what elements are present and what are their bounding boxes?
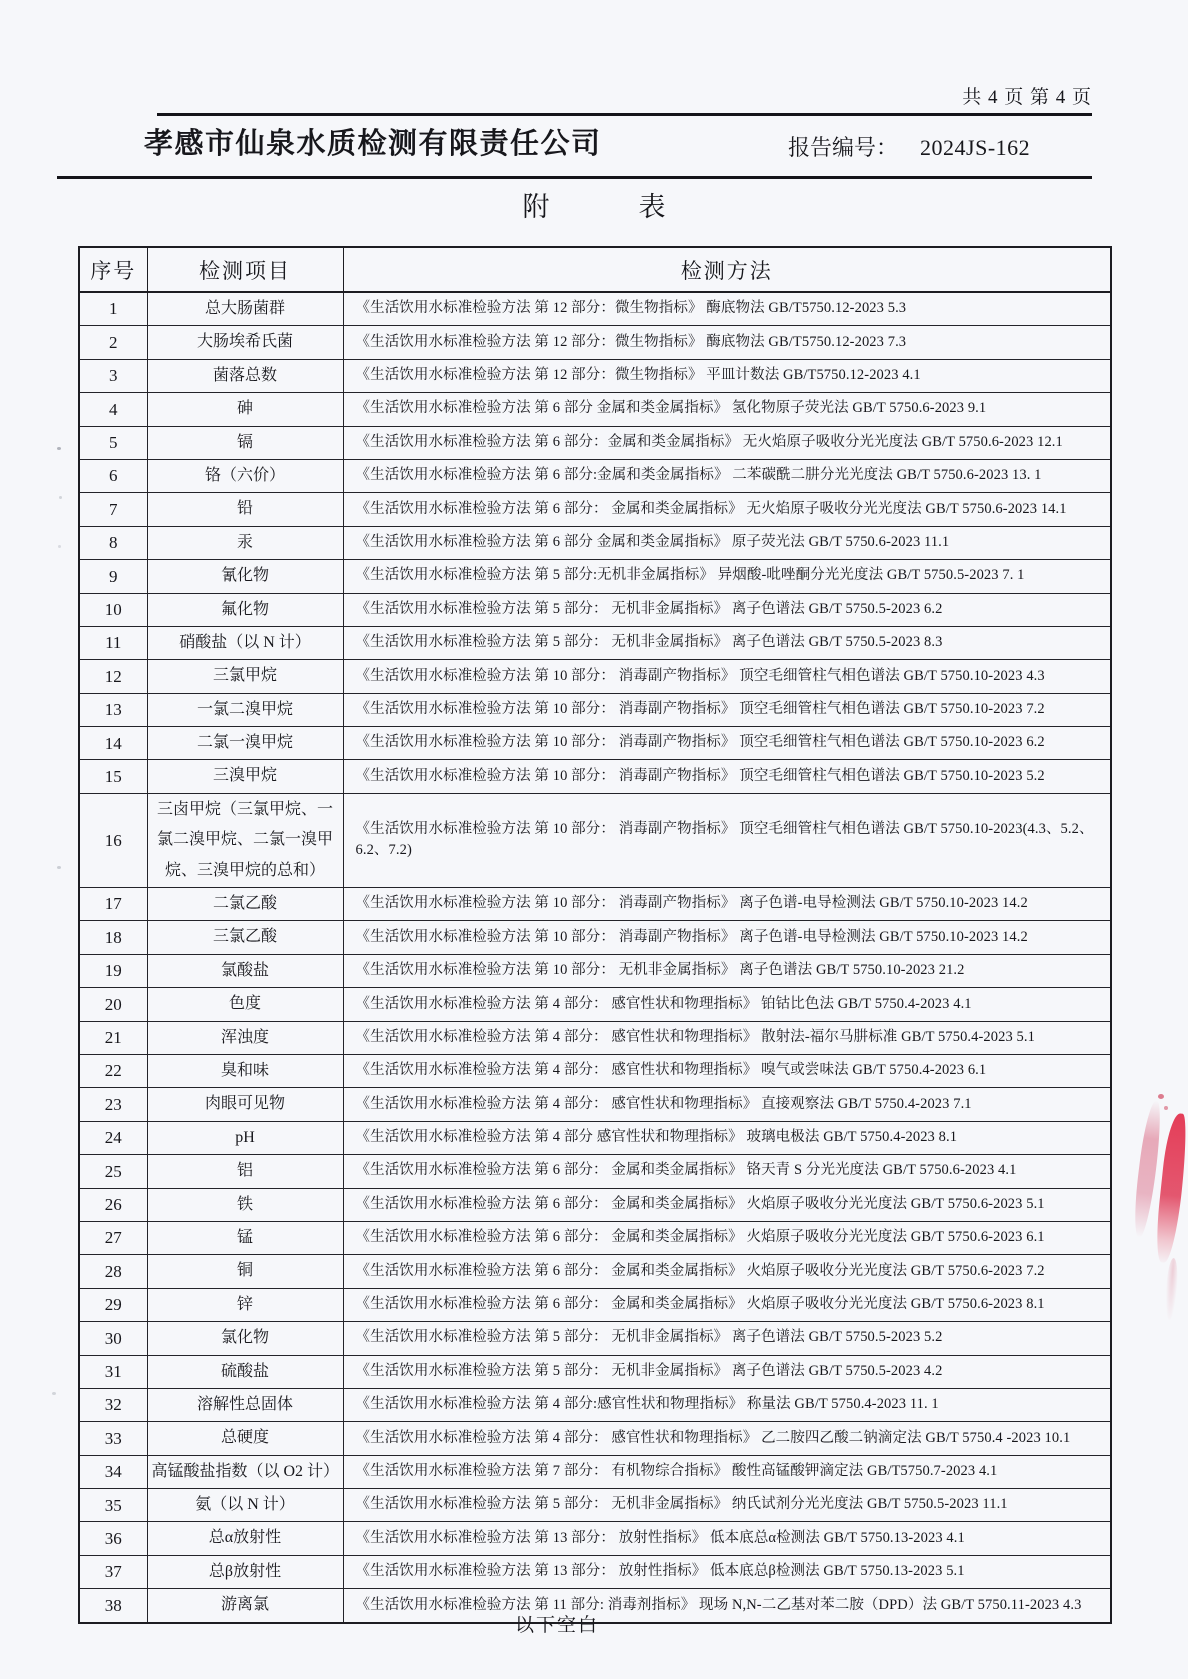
row-method-cell: 《生活饮用水标准检验方法 第 6 部分： 金属和类金属指标》 无火焰原子吸收分光光度法 GB/T 5750.6-2023 14.1 — [343, 493, 1111, 526]
row-method-cell: 《生活饮用水标准检验方法 第 12 部分：微生物指标》 酶底物法 GB/T5750.12-2023 5.3 — [343, 292, 1111, 326]
row-item-cell: 色度 — [147, 988, 343, 1021]
row-item-cell: 三氯甲烷 — [147, 660, 343, 693]
row-item-cell: 一氯二溴甲烷 — [147, 693, 343, 726]
row-item-cell: 铅 — [147, 493, 343, 526]
blank-below-note: 以下空白 — [514, 1615, 599, 1636]
row-item-cell: 硝酸盐（以 N 计） — [147, 626, 343, 659]
row-item-cell: pH — [147, 1121, 343, 1154]
row-number-cell: 22 — [79, 1054, 147, 1087]
row-item-cell: 锌 — [147, 1288, 343, 1321]
table-row — [79, 1455, 1111, 1488]
table-row — [79, 1522, 1111, 1555]
row-method-cell: 《生活饮用水标准检验方法 第 6 部分： 金属和类金属指标》 铬天青 S 分光光度法 GB/T 5750.6-2023 4.1 — [343, 1155, 1111, 1188]
table-row — [79, 1422, 1111, 1455]
table-row — [79, 593, 1111, 626]
row-number-cell: 27 — [79, 1221, 147, 1254]
row-method-cell: 《生活饮用水标准检验方法 第 6 部分:金属和类金属指标》 二苯碳酰二肼分光光度法 GB/T 5750.6-2023 13. 1 — [343, 459, 1111, 492]
row-item-cell: 铬（六价） — [147, 459, 343, 492]
row-number-cell: 1 — [79, 292, 147, 326]
header-rule-bottom — [57, 176, 1092, 179]
row-item-cell: 砷 — [147, 393, 343, 426]
row-item-cell: 二氯一溴甲烷 — [147, 727, 343, 760]
row-item-cell: 铝 — [147, 1155, 343, 1188]
header-rule-top — [157, 113, 1092, 116]
scan-speck — [52, 1392, 56, 1395]
row-method-cell: 《生活饮用水标准检验方法 第 10 部分： 消毒副产物指标》 顶空毛细管柱气相色谱法 GB/T 5750.10-2023 7.2 — [343, 693, 1111, 726]
row-number-cell: 24 — [79, 1121, 147, 1154]
row-method-cell: 《生活饮用水标准检验方法 第 6 部分： 金属和类金属指标》 火焰原子吸收分光光度法 GB/T 5750.6-2023 6.1 — [343, 1221, 1111, 1254]
row-number-cell: 31 — [79, 1355, 147, 1388]
row-number-cell: 18 — [79, 921, 147, 954]
table-row — [79, 1188, 1111, 1221]
row-item-cell: 三氯乙酸 — [147, 921, 343, 954]
row-item-cell: 总大肠菌群 — [147, 292, 343, 326]
row-item-cell: 三溴甲烷 — [147, 760, 343, 793]
row-number-cell: 8 — [79, 526, 147, 559]
row-method-cell: 《生活饮用水标准检验方法 第 10 部分： 消毒副产物指标》 顶空毛细管柱气相色谱法 GB/T 5750.10-2023 4.3 — [343, 660, 1111, 693]
row-item-cell: 总β放射性 — [147, 1555, 343, 1588]
table-row — [79, 1288, 1111, 1321]
table-row — [79, 921, 1111, 954]
row-method-cell: 《生活饮用水标准检验方法 第 5 部分： 无机非金属指标》 离子色谱法 GB/T 5750.5-2023 8.3 — [343, 626, 1111, 659]
red-ink-smear-tail — [1164, 1258, 1179, 1321]
row-method-cell: 《生活饮用水标准检验方法 第 13 部分： 放射性指标》 低本底总β检测法 GB/T 5750.13-2023 5.1 — [343, 1555, 1111, 1588]
row-number-cell: 34 — [79, 1455, 147, 1488]
row-method-cell: 《生活饮用水标准检验方法 第 7 部分： 有机物综合指标》 酸性高锰酸钾滴定法 GB/T5750.7-2023 4.1 — [343, 1455, 1111, 1488]
row-method-cell: 《生活饮用水标准检验方法 第 5 部分： 无机非金属指标》 离子色谱法 GB/T 5750.5-2023 6.2 — [343, 593, 1111, 626]
table-header-row — [79, 247, 1111, 292]
row-method-cell: 《生活饮用水标准检验方法 第 10 部分： 无机非金属指标》 离子色谱法 GB/T 5750.10-2023 21.2 — [343, 954, 1111, 987]
row-method-cell: 《生活饮用水标准检验方法 第 6 部分：金属和类金属指标》 无火焰原子吸收分光光度法 GB/T 5750.6-2023 12.1 — [343, 426, 1111, 459]
row-number-cell: 13 — [79, 693, 147, 726]
row-number-cell: 38 — [79, 1589, 147, 1623]
row-method-cell: 《生活饮用水标准检验方法 第 10 部分： 消毒副产物指标》 顶空毛细管柱气相色谱法 GB/T 5750.10-2023 5.2 — [343, 760, 1111, 793]
row-method-cell: 《生活饮用水标准检验方法 第 4 部分： 感官性状和物理指标》 乙二胺四乙酸二钠滴定法 GB/T 5750.4 -2023 10.1 — [343, 1422, 1111, 1455]
table-row — [79, 426, 1111, 459]
row-item-cell: 肉眼可见物 — [147, 1088, 343, 1121]
row-method-cell: 《生活饮用水标准检验方法 第 5 部分： 无机非金属指标》 纳氏试剂分光光度法 GB/T 5750.5-2023 11.1 — [343, 1489, 1111, 1522]
report-number-value: 2024JS-162 — [920, 135, 1031, 160]
row-method-cell: 《生活饮用水标准检验方法 第 10 部分： 消毒副产物指标》 离子色谱-电导检测法 GB/T 5750.10-2023 14.2 — [343, 888, 1111, 921]
table-row — [79, 393, 1111, 426]
row-method-cell: 《生活饮用水标准检验方法 第 6 部分： 金属和类金属指标》 火焰原子吸收分光光度法 GB/T 5750.6-2023 8.1 — [343, 1288, 1111, 1321]
table-row — [79, 1155, 1111, 1188]
table-row — [79, 1088, 1111, 1121]
row-item-cell: 总α放射性 — [147, 1522, 343, 1555]
table-row — [79, 888, 1111, 921]
table-row — [79, 359, 1111, 392]
table-row — [79, 954, 1111, 987]
row-method-cell: 《生活饮用水标准检验方法 第 5 部分:无机非金属指标》 异烟酸-吡唑酮分光光度法 GB/T 5750.5-2023 7. 1 — [343, 560, 1111, 593]
row-number-cell: 5 — [79, 426, 147, 459]
table-row — [79, 493, 1111, 526]
table-row — [79, 988, 1111, 1021]
table-row — [79, 292, 1111, 326]
row-item-cell: 锰 — [147, 1221, 343, 1254]
row-number-cell: 26 — [79, 1188, 147, 1221]
row-item-cell: 大肠埃希氏菌 — [147, 326, 343, 359]
row-item-cell: 三卤甲烷（三氯甲烷、一氯二溴甲烷、二氯一溴甲烷、三溴甲烷的总和） — [147, 793, 343, 887]
row-item-cell: 氰化物 — [147, 560, 343, 593]
row-item-cell: 二氯乙酸 — [147, 888, 343, 921]
row-method-cell: 《生活饮用水标准检验方法 第 12 部分：微生物指标》 平皿计数法 GB/T5750.12-2023 4.1 — [343, 359, 1111, 392]
row-method-cell: 《生活饮用水标准检验方法 第 4 部分： 感官性状和物理指标》 散射法-福尔马肼标准 GB/T 5750.4-2023 5.1 — [343, 1021, 1111, 1054]
row-item-cell: 游离氯 — [147, 1589, 343, 1623]
row-method-cell: 《生活饮用水标准检验方法 第 5 部分： 无机非金属指标》 离子色谱法 GB/T 5750.5-2023 5.2 — [343, 1322, 1111, 1355]
table-row — [79, 1255, 1111, 1288]
row-method-cell: 《生活饮用水标准检验方法 第 10 部分： 消毒副产物指标》 离子色谱-电导检测法 GB/T 5750.10-2023 14.2 — [343, 921, 1111, 954]
row-number-cell: 23 — [79, 1088, 147, 1121]
row-number-cell: 35 — [79, 1489, 147, 1522]
header-cell-method: 检测方法 — [343, 247, 1111, 292]
table-row — [79, 560, 1111, 593]
row-method-cell: 《生活饮用水标准检验方法 第 12 部分：微生物指标》 酶底物法 GB/T5750.12-2023 7.3 — [343, 326, 1111, 359]
row-number-cell: 11 — [79, 626, 147, 659]
row-method-cell: 《生活饮用水标准检验方法 第 11 部分: 消毒剂指标》 现场 N,N-二乙基对苯二胺（DPD）法 GB/T 5750.11-2023 4.3 — [343, 1589, 1111, 1623]
row-item-cell: 氯酸盐 — [147, 954, 343, 987]
row-method-cell: 《生活饮用水标准检验方法 第 4 部分 感官性状和物理指标》 玻璃电极法 GB/T 5750.4-2023 8.1 — [343, 1121, 1111, 1154]
row-item-cell: 铁 — [147, 1188, 343, 1221]
table-row — [79, 459, 1111, 492]
row-item-cell: 汞 — [147, 526, 343, 559]
row-number-cell: 4 — [79, 393, 147, 426]
row-number-cell: 36 — [79, 1522, 147, 1555]
row-number-cell: 33 — [79, 1422, 147, 1455]
table-row — [79, 693, 1111, 726]
row-item-cell: 铜 — [147, 1255, 343, 1288]
row-number-cell: 17 — [79, 888, 147, 921]
row-method-cell: 《生活饮用水标准检验方法 第 4 部分： 感官性状和物理指标》 嗅气或尝味法 GB/T 5750.4-2023 6.1 — [343, 1054, 1111, 1087]
table-row — [79, 1388, 1111, 1421]
row-item-cell: 臭和味 — [147, 1054, 343, 1087]
row-number-cell: 12 — [79, 660, 147, 693]
table-row — [79, 1489, 1111, 1522]
row-number-cell: 15 — [79, 760, 147, 793]
company-name: 孝感市仙泉水质检测有限责任公司 — [144, 128, 602, 160]
row-number-cell: 19 — [79, 954, 147, 987]
scan-speck — [59, 496, 62, 499]
header-cell-item: 检测项目 — [147, 247, 343, 292]
row-item-cell: 溶解性总固体 — [147, 1388, 343, 1421]
row-item-cell: 镉 — [147, 426, 343, 459]
row-number-cell: 3 — [79, 359, 147, 392]
document-title: 附 表 — [522, 192, 668, 222]
table-row — [79, 760, 1111, 793]
row-method-cell: 《生活饮用水标准检验方法 第 13 部分： 放射性指标》 低本底总α检测法 GB/T 5750.13-2023 4.1 — [343, 1522, 1111, 1555]
row-method-cell: 《生活饮用水标准检验方法 第 6 部分： 金属和类金属指标》 火焰原子吸收分光光度法 GB/T 5750.6-2023 7.2 — [343, 1255, 1111, 1288]
row-method-cell: 《生活饮用水标准检验方法 第 10 部分： 消毒副产物指标》 顶空毛细管柱气相色谱法 GB/T 5750.10-2023(4.3、5.2、6.2、7.2) — [343, 793, 1111, 887]
row-item-cell: 氟化物 — [147, 593, 343, 626]
page-indicator: 共 4 页 第 4 页 — [962, 87, 1092, 108]
red-ink-dot-small — [1164, 1106, 1168, 1110]
table-header — [79, 247, 1111, 292]
header-cell-number: 序号 — [79, 247, 147, 292]
row-item-cell: 硫酸盐 — [147, 1355, 343, 1388]
table-row — [79, 1054, 1111, 1087]
row-number-cell: 20 — [79, 988, 147, 1021]
table-row — [79, 1322, 1111, 1355]
row-number-cell: 9 — [79, 560, 147, 593]
row-number-cell: 14 — [79, 727, 147, 760]
row-method-cell: 《生活饮用水标准检验方法 第 4 部分:感官性状和物理指标》 称量法 GB/T 5750.4-2023 11. 1 — [343, 1388, 1111, 1421]
row-number-cell: 21 — [79, 1021, 147, 1054]
scan-speck — [57, 447, 61, 450]
row-method-cell: 《生活饮用水标准检验方法 第 5 部分： 无机非金属指标》 离子色谱法 GB/T 5750.5-2023 4.2 — [343, 1355, 1111, 1388]
row-number-cell: 32 — [79, 1388, 147, 1421]
table-row — [79, 1555, 1111, 1588]
report-number-line — [788, 131, 1030, 162]
table-row — [79, 1021, 1111, 1054]
row-method-cell: 《生活饮用水标准检验方法 第 10 部分： 消毒副产物指标》 顶空毛细管柱气相色谱法 GB/T 5750.10-2023 6.2 — [343, 727, 1111, 760]
row-number-cell: 25 — [79, 1155, 147, 1188]
table-row — [79, 1121, 1111, 1154]
table-row — [79, 660, 1111, 693]
scan-speck — [58, 545, 61, 548]
row-number-cell: 29 — [79, 1288, 147, 1321]
row-method-cell: 《生活饮用水标准检验方法 第 4 部分： 感官性状和物理指标》 铂钴比色法 GB/T 5750.4-2023 4.1 — [343, 988, 1111, 1021]
row-number-cell: 6 — [79, 459, 147, 492]
row-number-cell: 10 — [79, 593, 147, 626]
row-item-cell: 浑浊度 — [147, 1021, 343, 1054]
row-number-cell: 30 — [79, 1322, 147, 1355]
row-method-cell: 《生活饮用水标准检验方法 第 4 部分： 感官性状和物理指标》 直接观察法 GB/T 5750.4-2023 7.1 — [343, 1088, 1111, 1121]
scan-speck — [57, 866, 61, 869]
table-row — [79, 626, 1111, 659]
row-method-cell: 《生活饮用水标准检验方法 第 6 部分 金属和类金属指标》 氢化物原子荧光法 GB/T 5750.6-2023 9.1 — [343, 393, 1111, 426]
row-number-cell: 37 — [79, 1555, 147, 1588]
row-method-cell: 《生活饮用水标准检验方法 第 6 部分： 金属和类金属指标》 火焰原子吸收分光光度法 GB/T 5750.6-2023 5.1 — [343, 1188, 1111, 1221]
row-item-cell: 高锰酸盐指数（以 O2 计） — [147, 1455, 343, 1488]
table-row — [79, 793, 1111, 887]
row-number-cell: 7 — [79, 493, 147, 526]
table-body — [79, 292, 1111, 1623]
row-number-cell: 28 — [79, 1255, 147, 1288]
row-item-cell: 总硬度 — [147, 1422, 343, 1455]
table-row — [79, 1221, 1111, 1254]
test-method-table — [78, 246, 1112, 1624]
table-row — [79, 1355, 1111, 1388]
red-ink-dot — [1158, 1094, 1164, 1099]
row-item-cell: 氨（以 N 计） — [147, 1489, 343, 1522]
table-row — [79, 526, 1111, 559]
table-row — [79, 326, 1111, 359]
row-item-cell: 菌落总数 — [147, 359, 343, 392]
row-number-cell: 16 — [79, 793, 147, 887]
row-number-cell: 2 — [79, 326, 147, 359]
row-method-cell: 《生活饮用水标准检验方法 第 6 部分 金属和类金属指标》 原子荧光法 GB/T 5750.6-2023 11.1 — [343, 526, 1111, 559]
table-row — [79, 727, 1111, 760]
row-item-cell: 氯化物 — [147, 1322, 343, 1355]
report-number-label: 报告编号： — [788, 135, 899, 160]
